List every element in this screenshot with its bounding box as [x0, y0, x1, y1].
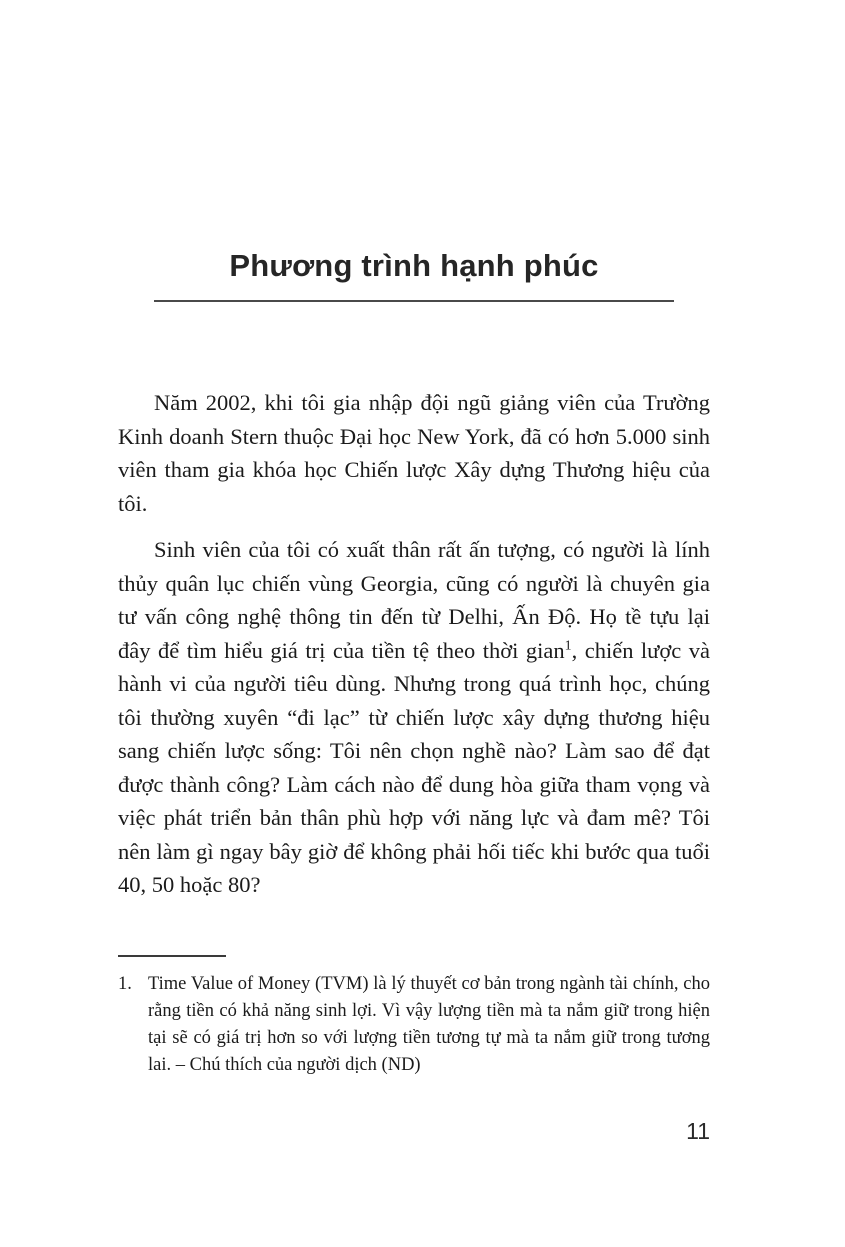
chapter-heading	[118, 248, 710, 302]
paragraph: Năm 2002, khi tôi gia nhập đội ngũ giảng viên của Trường Kinh doanh Stern thuộc Đại học New York, đã có hơn 5.000 sinh viên tham gia khóa học Chiến lược Xây dựng Thương hiệu của tôi.	[118, 390, 710, 516]
footnote-section	[118, 955, 710, 1079]
body-text	[118, 386, 710, 915]
footnote	[118, 971, 710, 1079]
paragraph	[118, 533, 710, 902]
footnote-separator	[118, 955, 226, 957]
page-number: 11	[686, 1118, 710, 1144]
paragraph-text: Sinh viên của tôi có xuất thân rất ấn tượng, có người là lính thủy quân lục chiến vùng Georgia, cũng có người là chuyên gia tư vấn công nghệ thông tin đến từ Delhi, Ấn Độ. Họ tề tựu lại đây để tìm hiểu giá trị của tiền tệ theo thời gian	[118, 537, 710, 663]
title-underline	[154, 300, 674, 302]
paragraph-text: , chiến lược và hành vi của người tiêu dùng. Nhưng trong quá trình học, chúng tôi thường xuyên “đi lạc” từ chiến lược xây dựng thương hiệu sang chiến lược sống: Tôi nên chọn nghề nào? Làm sao để đạt được thành công? Làm cách nào để dung hòa giữa tham vọng và việc phát triển bản thân phù hợp với năng lực và đam mê? Tôi nên làm gì ngay bây giờ để không phải hối tiếc khi bước qua tuổi 40, 50 hoặc 80?	[118, 637, 710, 897]
footnote-text: Time Value of Money (TVM) là lý thuyết cơ bản trong ngành tài chính, cho rằng tiền có khả năng sinh lợi. Vì vậy lượng tiền mà ta nắm giữ trong hiện tại sẽ có giá trị hơn so với lượng tiền tương tự mà ta nắm giữ trong tương lai. – Chú thích của người dịch (ND)	[148, 974, 710, 1075]
footnote-number: 1.	[118, 974, 132, 994]
page-title: Phương trình hạnh phúc	[229, 248, 599, 283]
footnote-reference: 1	[564, 638, 572, 653]
